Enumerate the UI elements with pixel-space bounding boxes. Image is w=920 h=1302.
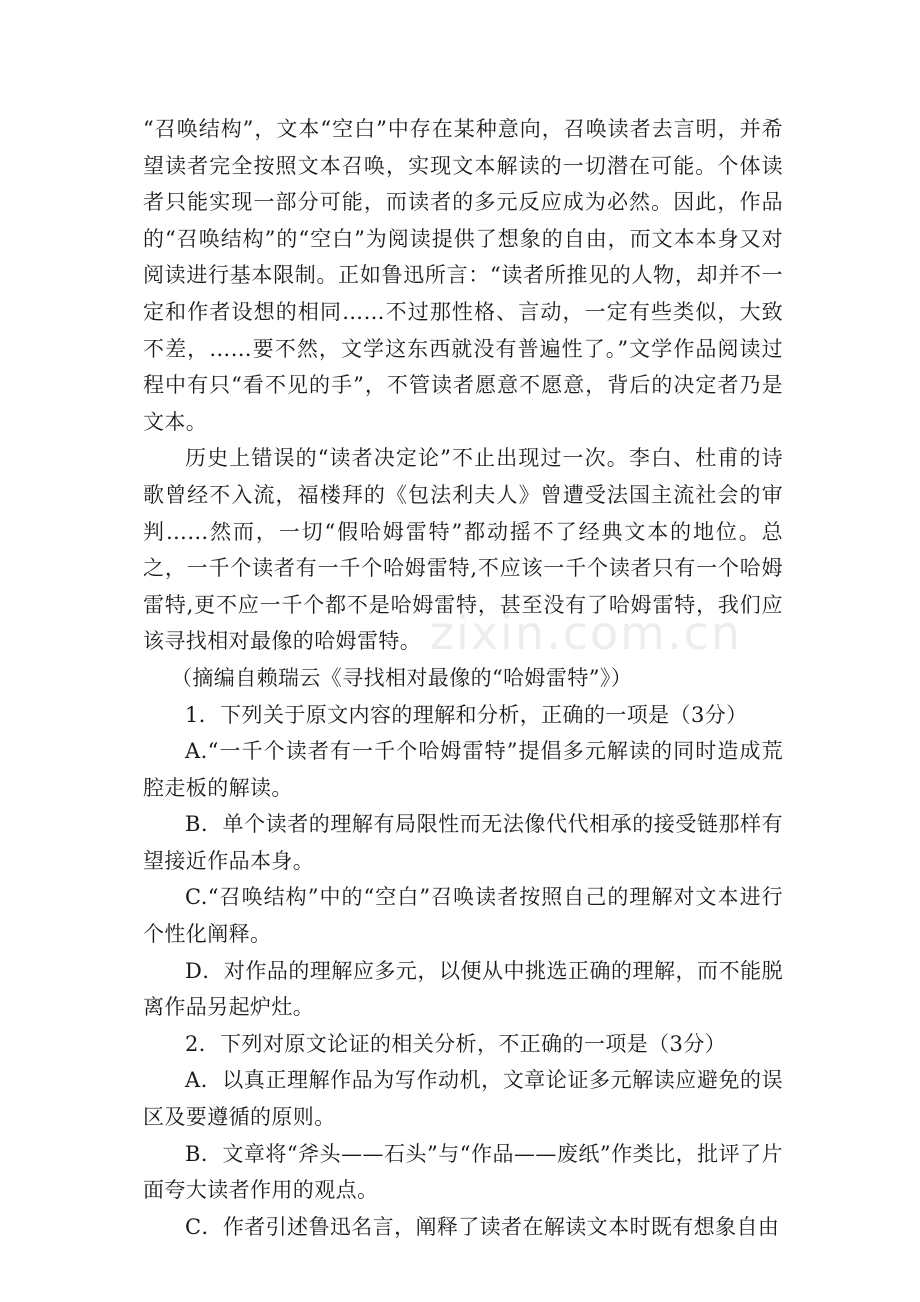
question-1-option-c: C.“召唤结构”中的“空白”召唤读者按照自己的理解对文本进行个性化阐释。 [143, 885, 783, 947]
question-1-stem: 1．下列关于原文内容的理解和分析，正确的一项是（3分） [185, 702, 748, 727]
question-2-stem: 2．下列对原文论证的相关分析，不正确的一项是（3分） [185, 1031, 727, 1056]
document-page [143, 111, 783, 1245]
question-1-option-b: B．单个读者的理解有局限性而无法像代代相承的接受链那样有望接近作品本身。 [143, 812, 783, 873]
question-2-option-c: C．作者引述鲁迅名言，阐释了读者在解读文本时既有想象自由 [185, 1214, 780, 1239]
question-2-option-a: A．以真正理解作品为写作动机，文章论证多元解读应避免的误区及要遵循的原则。 [143, 1068, 783, 1130]
question-1-option-d: D．对作品的理解应多元，以便从中挑选正确的理解，而不能脱离作品另起炉灶。 [143, 958, 783, 1020]
question-2-option-b: B．文章将“斧头——石头”与“作品——废纸”作类比，批评了片面夸大读者作用的观点。 [143, 1141, 783, 1203]
question-1-option-a: A.“一千个读者有一千个哈姆雷特”提倡多元解读的同时造成荒腔走板的解读。 [143, 739, 783, 800]
passage-paragraph-2: 历史上错误的“读者决定论”不止出现过一次。李白、杜甫的诗歌曾经不入流，福楼拜的《包法利夫人》曾遭受法国主流社会的审判……然而，一切“假哈姆雷特”都动摇不了经典文本的地位。总之，一千个读者有一千个哈姆雷特,不应该一千个读者只有一个哈姆雷特,更不应一千个都不是哈姆雷特，甚至没有了哈姆雷特，我们应该寻找相对最像的哈姆雷特。 [143, 446, 783, 654]
watermark: zixin.com.cn [430, 606, 743, 660]
passage-paragraph-1: “召唤结构”，文本“空白”中存在某种意向，召唤读者去言明，并希望读者完全按照文本召唤，实现文本解读的一切潜在可能。个体读者只能实现一部分可能，而读者的多元反应成为必然。因此，作品的“召唤结构”的“空白”为阅读提供了想象的自由，而文本本身又对阅读进行基本限制。正如鲁迅所言：“读者所推见的人物，却并不一定和作者设想的相同……不过那性格、言动，一定有些类似，大致不差，……要不然，文学这东西就没有普遍性了。”文学作品阅读过程中有只“看不见的手”，不管读者愿意不愿意，背后的决定者乃是文本。 [143, 117, 783, 434]
passage-source: （摘编自赖瑞云《寻找相对最像的“哈姆雷特”》） [171, 665, 633, 690]
